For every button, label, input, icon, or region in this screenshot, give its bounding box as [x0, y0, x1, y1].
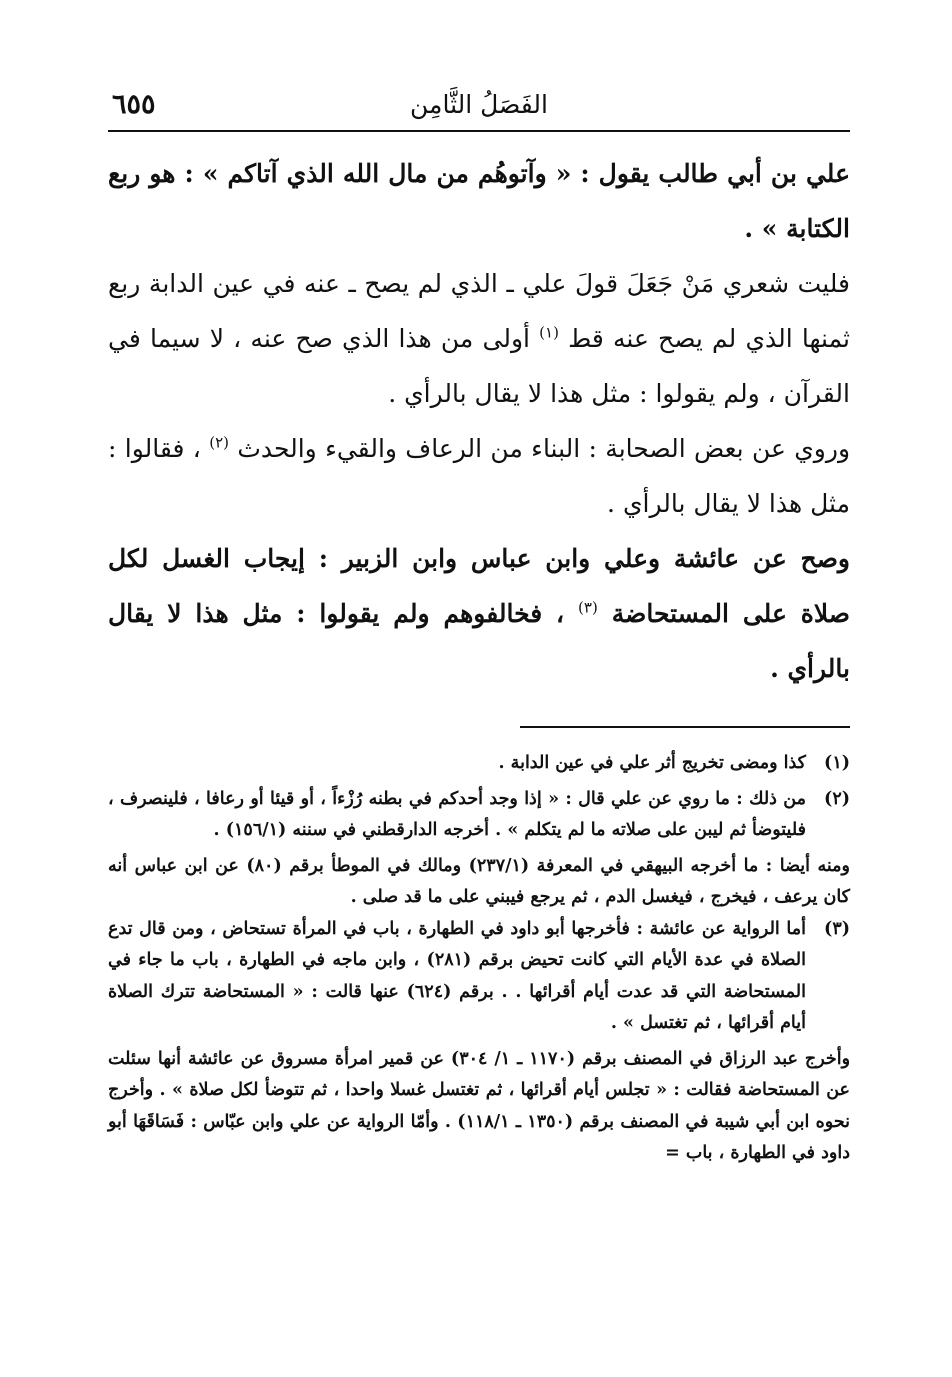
footnote-body	[108, 914, 806, 1040]
footnote-body	[108, 748, 806, 780]
footnote-number: (٢)	[824, 788, 850, 809]
footnote-text: أما الرواية عن عائشة : فأخرجها أبو داود في الطهارة ، باب في المرأة تستحاض ، ومن قال تدع الصلاة في عدة الأيام التي كانت تحيض برقم (٢٨١) ، وابن ماجه في الطهارة ، باب ما جاء في المستحاضة التي قد عدت أيام أقرائها . . برقم (٦٢٤) عنها قالت : « المستحاضة تترك الصلاة أيام أقرائها ، ثم تغتسل » .	[108, 918, 806, 1033]
footnote-body	[108, 784, 806, 847]
paragraph-3-text-a: وروي عن بعض الصحابة : البناء من الرعاف والقيء والحدث	[237, 434, 851, 463]
footnote-3-continuation: وأخرج عبد الرزاق في المصنف برقم (١١٧٠ ـ ١/ ٣٠٤) عن قمير امرأة مسروق عن عائشة أنها سئلت عن المستحاضة فقالت : « تجلس أيام أقرائها ، ثم تغتسل غسلا واحدا ، ثم تتوضأ لكل صلاة » . وأخرج نحوه ابن أبي شيبة في المصنف برقم (١٣٥٠ ـ ١١٨/١) . وأمّا الرواية عن علي وابن عبّاس : فَسَاقَهَا أبو داود في الطهارة ، باب =	[108, 1048, 851, 1163]
paragraph-4	[108, 531, 850, 696]
paragraph-3	[108, 421, 850, 531]
footnote-number: (٣)	[824, 918, 850, 939]
paragraph-2-text-a: فليت شعري مَنْ جَعَلَ قولَ علي ـ الذي لم يصح ـ عنه في عين الدابة ربع ثمنها الذي لم يصح عنه قط	[108, 269, 850, 353]
footnote-3	[108, 914, 850, 1040]
paragraph-1	[108, 146, 850, 256]
footnote-number: (١)	[824, 753, 850, 773]
footnotes	[108, 748, 850, 1170]
footnote-divider	[520, 726, 850, 728]
main-text	[108, 146, 850, 696]
footnote-text: كذا ومضى تخريج أثر علي في عين الدابة .	[498, 753, 806, 773]
book-page	[108, 80, 850, 1170]
paragraph-1-text: علي بن أبي طالب يقول : « وآتوهُم من مال الله الذي آتاكم » : هو ربع الكتابة » .	[108, 159, 850, 243]
page-header	[108, 80, 850, 132]
footnote-2	[108, 784, 850, 847]
footnote-ref-3: (٣)	[578, 598, 598, 617]
footnote-text: من ذلك : ما روي عن علي قال : « إذا وجد أحدكم في بطنه رُزْءاً ، أو قيئا أو رعافا ، فلينصرف ، فليتوضأ ثم ليبن على صلاته ما لم يتكلم » . أخرجه الدارقطني في سننه (١٥٦/١) .	[108, 788, 806, 840]
paragraph-2-text-b: أولى من هذا الذي صح عنه ، لا سيما في القرآن ، ولم يقولوا : مثل هذا لا يقال بالرأي .	[108, 324, 850, 408]
page-number: ٦٥٥	[112, 89, 156, 120]
footnote-ref-1: (١)	[539, 323, 559, 342]
paragraph-4-text-a: وصح عن عائشة وعلي وابن عباس وابن الزبير : إيجاب الغسل لكل صلاة على المستحاضة	[108, 544, 850, 628]
footnote-1	[108, 748, 850, 780]
paragraph-2	[108, 256, 850, 421]
paragraph-4-text-b: ، فخالفوهم ولم يقولوا : مثل هذا لا يقال بالرأي .	[108, 599, 850, 683]
running-title: الفَصَلُ الثَّامِن	[410, 90, 548, 119]
footnote-2-continuation: ومنه أيضا : ما أخرجه البيهقي في المعرفة (٢٣٧/١) ومالك في الموطأ برقم (٨٠) عن ابن عباس أنه كان يرعف ، فيخرج ، فيغسل الدم ، ثم يرجع فيبني على ما قد صلى .	[108, 855, 850, 907]
footnote-ref-2: (٢)	[209, 433, 229, 452]
paragraph-3-text-b: ، فقالوا : مثل هذا لا يقال بالرأي .	[108, 434, 850, 518]
